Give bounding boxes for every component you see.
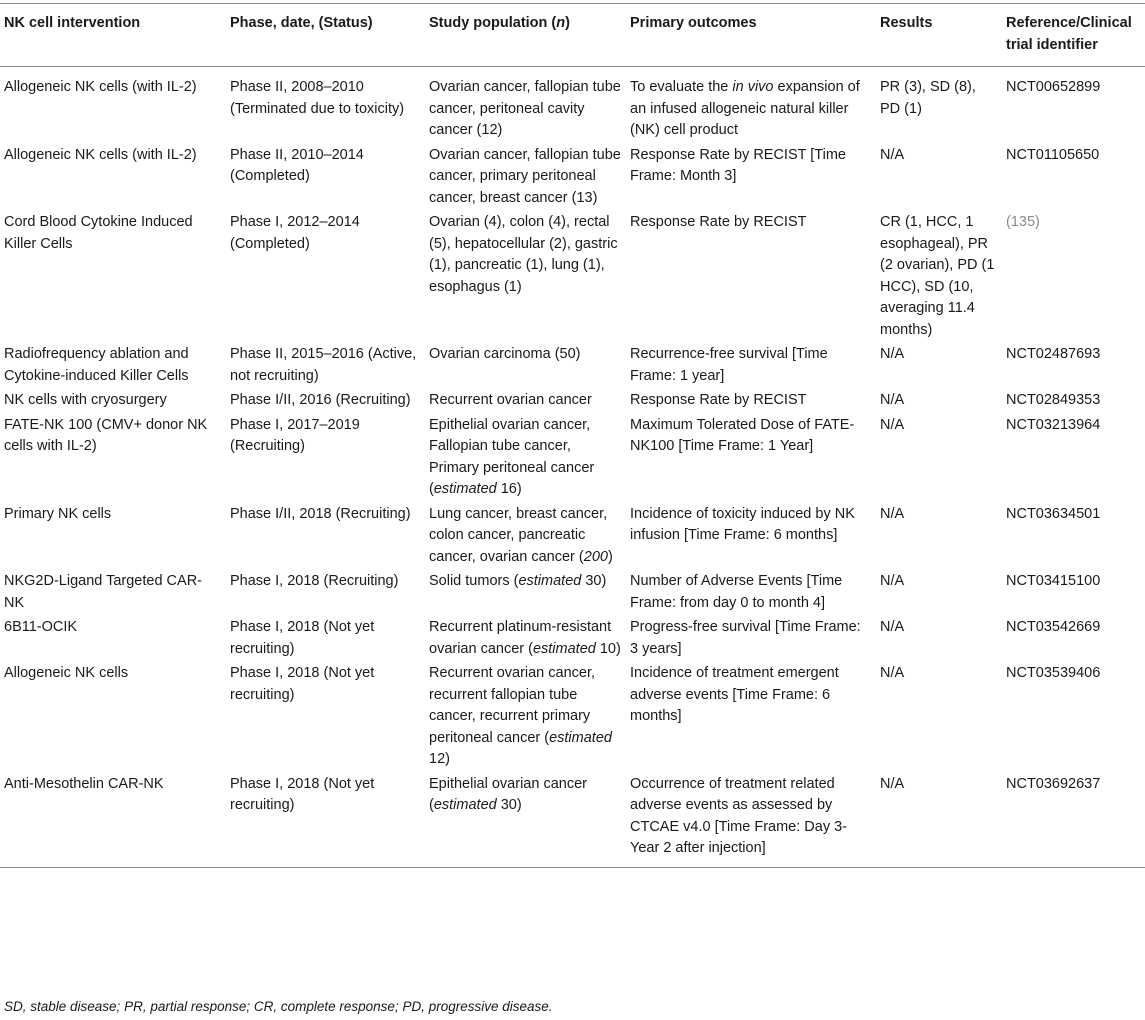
cell-outcome: Maximum Tolerated Dose of FATE-NK100 [Time Frame: 1 Year] <box>630 416 855 454</box>
header-row <box>0 4 1145 67</box>
cell-results: CR (1, HCC, 1 esophageal), PR (2 ovarian), PD (1 HCC), SD (10, averaging 11.4 months) <box>880 214 995 338</box>
cell-population <box>425 773 626 868</box>
population-text-b: 12) <box>429 751 450 767</box>
table-row <box>0 414 1145 503</box>
cell-population: Ovarian carcinoma (50) <box>429 346 581 362</box>
cell-reference-link[interactable]: (135) <box>1006 214 1040 230</box>
cell-intervention: NK cells with cryosurgery <box>4 392 167 408</box>
population-text-italic: estimated <box>433 481 497 497</box>
cell-reference: NCT03692637 <box>1002 773 1145 868</box>
cell-results: N/A <box>880 573 905 589</box>
table-row <box>0 616 1145 662</box>
table-row <box>0 773 1145 868</box>
cell-reference: NCT03542669 <box>1006 619 1101 635</box>
header-outcomes: Primary outcomes <box>626 4 876 67</box>
table-footnote: SD, stable disease; PR, partial response; CR, complete response; PD, progressive disease. <box>4 999 553 1014</box>
cell-reference: NCT03415100 <box>1006 573 1101 589</box>
population-text-b: 16) <box>496 481 522 497</box>
cell-intervention: Allogeneic NK cells (with IL-2) <box>4 79 197 95</box>
table-row <box>0 343 1145 389</box>
cell-phase: Phase I, 2012–2014 (Completed) <box>230 214 360 252</box>
table-row <box>0 503 1145 571</box>
cell-results: N/A <box>880 146 905 163</box>
cell-results: N/A <box>880 619 905 635</box>
cell-phase: Phase II, 2010–2014 (Completed) <box>230 146 364 184</box>
cell-phase: Phase II, 2008–2010 (Terminated due to toxicity) <box>230 79 405 117</box>
cell-outcome: Response Rate by RECIST <box>630 392 807 408</box>
cell-population <box>425 503 626 571</box>
population-text-b: 30) <box>581 573 607 589</box>
cell-population: Ovarian cancer, fallopian tube cancer, primary peritoneal cancer, breast cancer (13) <box>429 146 621 206</box>
population-text-a: Epithelial ovarian cancer, Fallopian tube cancer, Primary peritoneal cancer ( <box>429 416 595 497</box>
cell-intervention: Anti-Mesothelin CAR-NK <box>0 773 226 868</box>
cell-results: N/A <box>880 665 905 681</box>
cell-phase: Phase I, 2018 (Recruiting) <box>230 573 399 589</box>
cell-reference: NCT03634501 <box>1006 505 1101 522</box>
cell-phase: Phase I/II, 2016 (Recruiting) <box>230 392 411 408</box>
cell-phase: Phase I, 2018 (Not yet recruiting) <box>230 619 375 657</box>
population-text-a: Epithelial ovarian cancer ( <box>429 775 587 813</box>
cell-results: N/A <box>880 346 905 362</box>
cell-intervention: NKG2D-Ligand Targeted CAR-NK <box>4 573 202 611</box>
population-text-a: Lung cancer, breast cancer, colon cancer, pancreatic cancer, ovarian cancer ( <box>429 505 608 565</box>
cell-population <box>425 570 626 616</box>
header-population <box>425 4 626 67</box>
table-row <box>0 662 1145 773</box>
cell-reference: NCT03539406 <box>1006 665 1101 681</box>
cell-phase: Phase I, 2018 (Not yet recruiting) <box>226 773 425 868</box>
cell-results: N/A <box>880 416 905 433</box>
cell-population <box>425 662 626 773</box>
cell-intervention: Radiofrequency ablation and Cytokine-induced Killer Cells <box>4 346 189 384</box>
cell-intervention: Allogeneic NK cells (with IL-2) <box>4 146 197 163</box>
population-text-b: 30) <box>496 797 522 813</box>
cell-reference: NCT03213964 <box>1006 416 1101 433</box>
cell-outcome: Incidence of treatment emergent adverse events [Time Frame: 6 months] <box>630 665 839 724</box>
cell-results: N/A <box>876 773 1002 868</box>
cell-outcome: Occurrence of treatment related adverse events as assessed by CTCAE v4.0 [Time Frame: Day 3-Year 2 after injection] <box>626 773 876 868</box>
cell-outcome: Recurrence-free survival [Time Frame: 1 year] <box>630 346 828 384</box>
cell-outcome: Response Rate by RECIST [Time Frame: Month 3] <box>630 146 846 184</box>
header-results: Results <box>876 4 1002 67</box>
population-text-italic: estimated <box>532 640 596 657</box>
header-reference: Reference/Clinical trial identifier <box>1002 4 1145 67</box>
cell-results: N/A <box>880 392 905 408</box>
table-row <box>0 211 1145 343</box>
population-text-b: ) <box>607 548 613 565</box>
cell-phase: Phase I, 2017–2019 (Recruiting) <box>230 416 360 454</box>
table-row <box>0 570 1145 616</box>
cell-intervention: FATE-NK 100 (CMV+ donor NK cells with IL-2) <box>4 416 208 454</box>
header-population-n: n <box>556 15 566 31</box>
cell-intervention: Allogeneic NK cells <box>4 665 129 681</box>
cell-phase: Phase I, 2018 (Not yet recruiting) <box>230 665 375 703</box>
cell-reference: NCT02487693 <box>1006 346 1101 362</box>
population-text-a: Recurrent ovarian cancer, recurrent fallopian tube cancer, recurrent primary peritoneal cancer ( <box>429 665 596 746</box>
population-text-italic: estimated <box>549 729 612 746</box>
cell-phase: Phase I/II, 2018 (Recruiting) <box>230 505 411 522</box>
population-text-italic: estimated <box>518 573 582 589</box>
cell-outcome: Response Rate by RECIST <box>630 214 807 230</box>
population-text-b: 10) <box>595 640 621 657</box>
cell-intervention: Primary NK cells <box>4 505 112 522</box>
cell-population <box>425 616 626 662</box>
header-phase: Phase, date, (Status) <box>226 4 425 67</box>
population-text-italic: 200 <box>583 548 608 565</box>
header-intervention: NK cell intervention <box>0 4 226 67</box>
cell-phase: Phase II, 2015–2016 (Active, not recruiting) <box>230 346 417 384</box>
header-population-close: ) <box>565 15 570 31</box>
cell-intervention: 6B11-OCIK <box>4 619 78 635</box>
table-row <box>0 389 1145 414</box>
cell-population <box>425 414 626 503</box>
cell-outcome: Incidence of toxicity induced by NK infusion [Time Frame: 6 months] <box>630 505 855 543</box>
cell-population: Recurrent ovarian cancer <box>429 392 592 408</box>
cell-reference: NCT00652899 <box>1006 79 1101 95</box>
cell-outcome: Progress-free survival [Time Frame: 3 years] <box>630 619 861 657</box>
cell-population: Ovarian (4), colon (4), rectal (5), hepatocellular (2), gastric (1), pancreatic (1), lung (1), esophagus (1) <box>429 214 618 295</box>
cell-outcome: Number of Adverse Events [Time Frame: from day 0 to month 4] <box>630 573 843 611</box>
outcome-text-b: expansion of an infused allogeneic natural killer (NK) cell product <box>630 79 860 138</box>
cell-results: PR (3), SD (8), PD (1) <box>880 79 976 117</box>
outcome-text-italic: in vivo <box>732 79 774 95</box>
cell-population: Ovarian cancer, fallopian tube cancer, peritoneal cavity cancer (12) <box>429 79 621 138</box>
population-text-a: Solid tumors ( <box>429 573 519 589</box>
cell-reference: NCT02849353 <box>1006 392 1101 408</box>
cell-outcome <box>626 67 876 144</box>
cell-intervention: Cord Blood Cytokine Induced Killer Cells <box>4 214 193 252</box>
clinical-trials-table <box>0 3 1145 868</box>
population-text-italic: estimated <box>433 797 497 813</box>
table-row <box>0 144 1145 212</box>
cell-results: N/A <box>880 505 905 522</box>
population-text-a: Recurrent platinum-resistant ovarian cancer ( <box>429 619 612 657</box>
header-population-text: Study population ( <box>429 15 557 31</box>
cell-reference: NCT01105650 <box>1006 146 1100 163</box>
outcome-text-a: To evaluate the <box>630 79 733 95</box>
table-row <box>0 67 1145 144</box>
